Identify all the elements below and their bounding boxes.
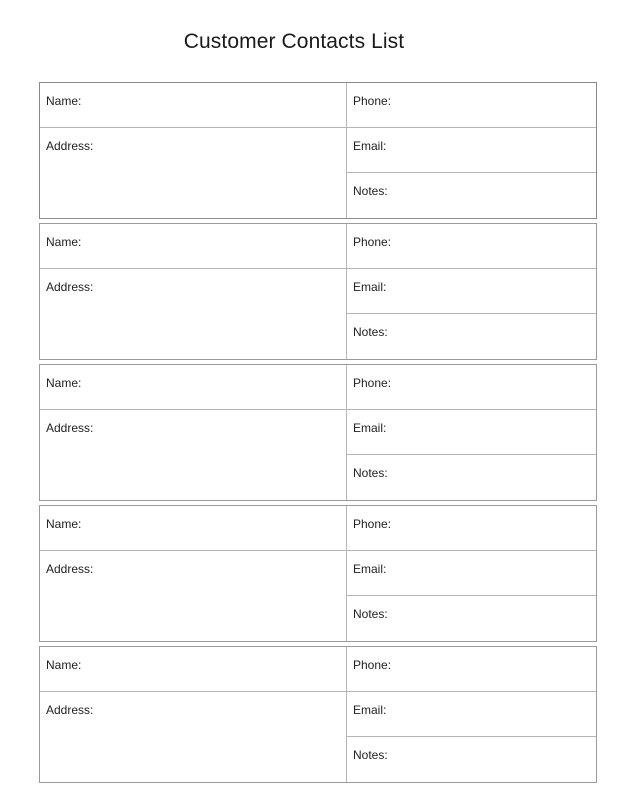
email-field[interactable] xyxy=(347,551,596,596)
phone-field[interactable] xyxy=(347,224,596,269)
address-field[interactable] xyxy=(40,551,347,641)
phone-field[interactable] xyxy=(347,647,596,692)
phone-label: Phone: xyxy=(353,94,392,108)
contact-list xyxy=(39,82,597,787)
email-field[interactable] xyxy=(347,128,596,173)
notes-field[interactable] xyxy=(347,737,596,782)
phone-label: Phone: xyxy=(353,235,392,249)
name-field[interactable] xyxy=(40,647,347,692)
phone-label: Phone: xyxy=(353,376,392,390)
name-label: Name: xyxy=(46,376,82,390)
address-label: Address: xyxy=(46,703,94,717)
address-field[interactable] xyxy=(40,692,347,782)
email-field[interactable] xyxy=(347,410,596,455)
name-field[interactable] xyxy=(40,506,347,551)
contact-card xyxy=(39,505,597,642)
name-label: Name: xyxy=(46,517,82,531)
page-title: Customer Contacts List xyxy=(183,30,405,53)
email-label: Email: xyxy=(353,703,387,717)
phone-field[interactable] xyxy=(347,365,596,410)
name-label: Name: xyxy=(46,658,82,672)
address-label: Address: xyxy=(46,139,94,153)
email-field[interactable] xyxy=(347,692,596,737)
phone-label: Phone: xyxy=(353,517,392,531)
notes-field[interactable] xyxy=(347,314,596,359)
name-label: Name: xyxy=(46,235,82,249)
phone-field[interactable] xyxy=(347,506,596,551)
address-field[interactable] xyxy=(40,269,347,359)
notes-label: Notes: xyxy=(353,184,388,198)
address-label: Address: xyxy=(46,280,94,294)
contact-card xyxy=(39,364,597,501)
notes-field[interactable] xyxy=(347,173,596,218)
phone-field[interactable] xyxy=(347,83,596,128)
name-field[interactable] xyxy=(40,224,347,269)
notes-field[interactable] xyxy=(347,596,596,641)
phone-label: Phone: xyxy=(353,658,392,672)
name-label: Name: xyxy=(46,94,82,108)
contact-card xyxy=(39,223,597,360)
notes-label: Notes: xyxy=(353,748,388,762)
name-field[interactable] xyxy=(40,83,347,128)
email-label: Email: xyxy=(353,562,387,576)
address-field[interactable] xyxy=(40,128,347,218)
address-label: Address: xyxy=(46,421,94,435)
email-label: Email: xyxy=(353,280,387,294)
notes-label: Notes: xyxy=(353,607,388,621)
address-label: Address: xyxy=(46,562,94,576)
address-field[interactable] xyxy=(40,410,347,500)
contact-card xyxy=(39,82,597,219)
notes-label: Notes: xyxy=(353,466,388,480)
name-field[interactable] xyxy=(40,365,347,410)
email-label: Email: xyxy=(353,139,387,153)
email-field[interactable] xyxy=(347,269,596,314)
notes-field[interactable] xyxy=(347,455,596,500)
notes-label: Notes: xyxy=(353,325,388,339)
contact-card xyxy=(39,646,597,783)
email-label: Email: xyxy=(353,421,387,435)
